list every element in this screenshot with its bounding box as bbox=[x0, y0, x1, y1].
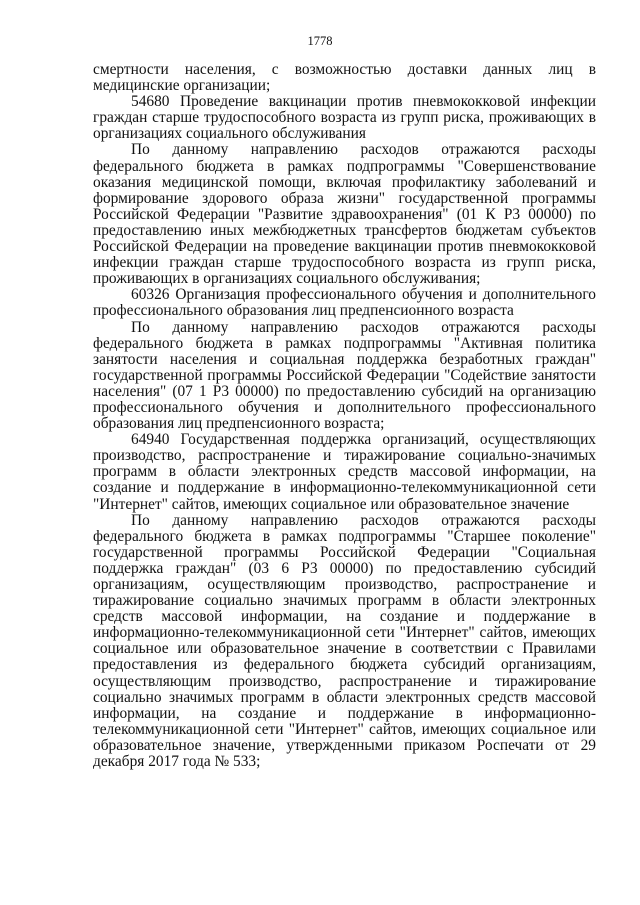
paragraph-continuation: смертности населения, с возможностью доставки данных лиц в медицинские организации; bbox=[93, 61, 596, 95]
paragraph-code-64940: 64940 Государственная поддержка организаций, осуществляющих производство, распространение и тиражирование социально-значимых программ в области электронных средств массовой информации, на создание и поддержание в информационно-телекоммуникационной сети "Интернет" сайтов, имеющих социальное или образовательное значение bbox=[93, 431, 596, 513]
paragraph-code-60326: 60326 Организация профессионального обучения и дополнительного профессионального образования лиц предпенсионного возраста bbox=[93, 286, 596, 320]
document-body bbox=[93, 62, 596, 770]
paragraph-code-54680: 54680 Проведение вакцинации против пневмококковой инфекции граждан старше трудоспособного возраста из групп риска, проживающих в организациях социального обслуживания bbox=[93, 93, 596, 143]
paragraph-description-60326: По данному направлению расходов отражаются расходы федерального бюджета в рамках подпрограммы "Активная политика занятости населения и социальная поддержка безработных граждан" государственной программы Российской Федерации "Содействие занятости населения" (07 1 Р3 00000) по предоставлению субсидий на организацию профессионального обучения и дополнительного профессионального образования лиц предпенсионного возраста; bbox=[93, 318, 596, 433]
paragraph-description-54680: По данному направлению расходов отражаются расходы федерального бюджета в рамках подпрограммы "Совершенствование оказания медицинской помощи, включая профилактику заболеваний и формирование здорового образа жизни" государственной программы Российской Федерации "Развитие здравоохранения" (01 К Р3 00000) по предоставлению иных межбюджетных трансфертов бюджетам субъектов Российской Федерации на проведение вакцинации против пневмококковой инфекции граждан старше трудоспособного возраста из групп риска, проживающих в организациях социального обслуживания; bbox=[93, 141, 596, 288]
page-number: 1778 bbox=[307, 34, 333, 48]
paragraph-description-64940: По данному направлению расходов отражаются расходы федерального бюджета в рамках подпрограммы "Старшее поколение" государственной программы Российской Федерации "Социальная поддержка граждан" (03 6 Р3 00000) по предоставлению субсидий организациям, осуществляющим производство, распространение и тиражирование социально значимых программ в области электронных средств массовой информации, на создание и поддержание в информационно-телекоммуникационной сети "Интернет" сайтов, имеющих социальное или образовательное значение в соответствии с Правилами предоставления из федерального бюджета субсидий организациям, осуществляющим производство, распространение и тиражирование социально значимых программ в области электронных средств массовой информации, на создание и поддержание в информационно-телекоммуникационной сети "Интернет" сайтов, имеющих социальное или образовательное значение, утвержденными приказом Роспечати от 29 декабря 2017 года № 533; bbox=[93, 511, 596, 771]
